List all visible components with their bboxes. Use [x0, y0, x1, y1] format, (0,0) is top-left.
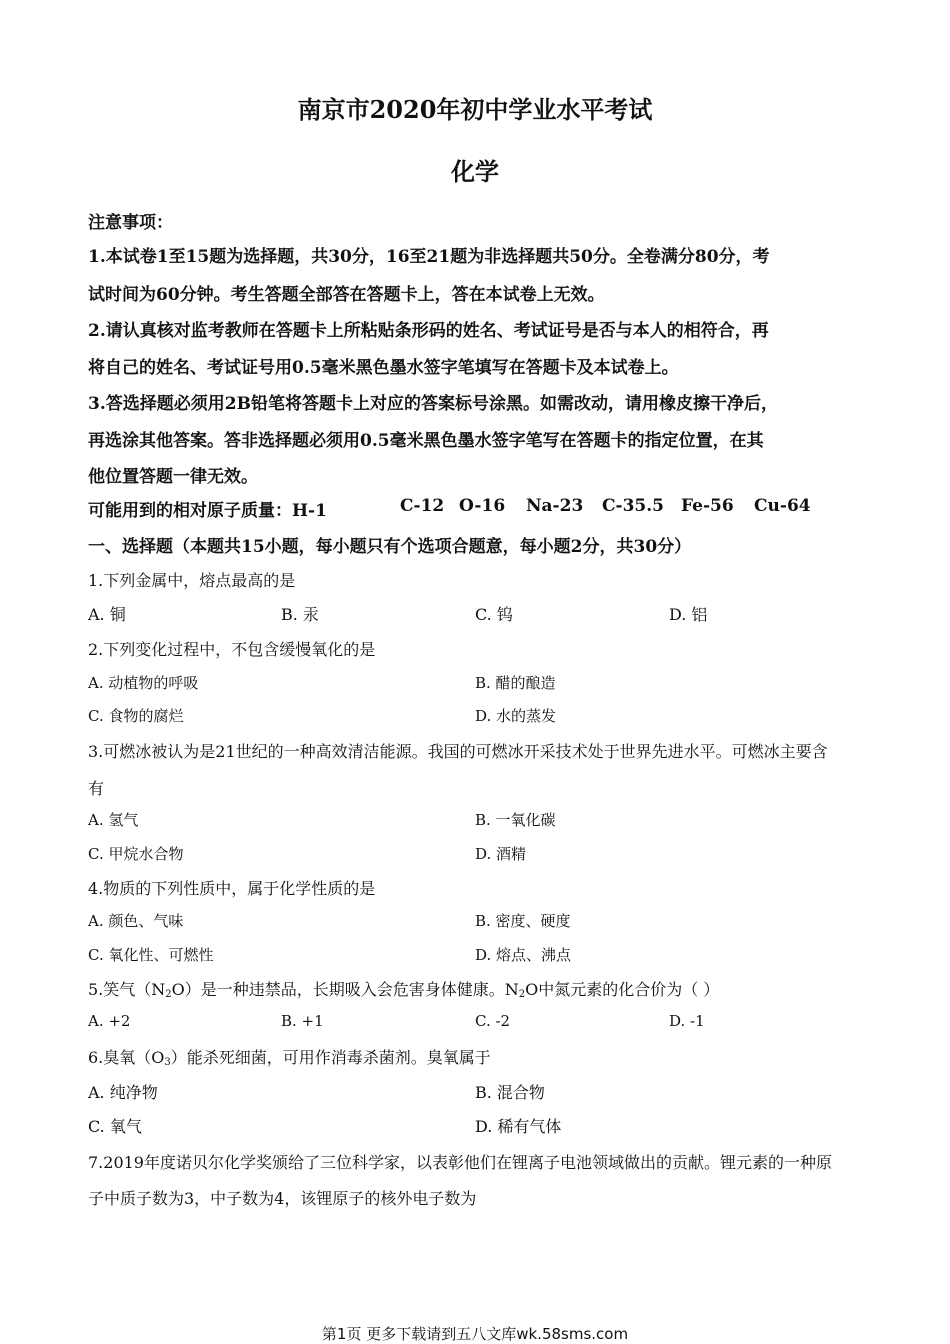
subscript: 2 [165, 989, 172, 1000]
stem-text: ）能杀死细菌，可用作消毒杀菌剂。臭氧属于 [170, 1048, 491, 1067]
stem-text: O）是一种违禁品，长期吸入会危害身体健康。N [171, 980, 519, 999]
question-5-option-a: A. +2 [88, 1012, 131, 1030]
atomic-mass-label: 可能用到的相对原子质量：H-1 [88, 501, 327, 521]
atomic-mass-item: C-35.5 [602, 496, 664, 516]
notice-line: 他位置答题一律无效。 [88, 467, 258, 487]
question-5-option-c: C. -2 [475, 1012, 511, 1030]
question-4-option-b: B. 密度、硬度 [475, 912, 571, 930]
subscript: 3 [164, 1057, 171, 1068]
exam-title: 南京市2020年初中学业水平考试 [297, 95, 653, 124]
atomic-mass-item: Na-23 [526, 496, 584, 516]
question-4-option-a: A. 颜色、气味 [88, 912, 184, 930]
question-2-option-a: A. 动植物的呼吸 [88, 674, 199, 692]
question-2-option-c: C. 食物的腐烂 [88, 707, 184, 725]
atomic-mass-item: Fe-56 [681, 496, 734, 516]
atomic-mass-item: O-16 [459, 496, 506, 516]
section-heading: 一、选择题（本题共15小题，每小题只有个选项合题意，每小题2分，共30分） [88, 537, 692, 557]
question-4-stem: 4.物质的下列性质中，属于化学性质的是 [88, 879, 376, 898]
question-2-stem: 2.下列变化过程中，不包含缓慢氧化的是 [88, 640, 376, 659]
stem-text: 6.臭氧（O [88, 1048, 165, 1067]
stem-text: 5.笑气（N [88, 980, 166, 999]
question-4-option-c: C. 氧化性、可燃性 [88, 946, 214, 964]
question-5-option-d: D. -1 [669, 1012, 705, 1030]
question-3-option-d: D. 酒精 [475, 845, 527, 863]
notice-line: 试时间为60分钟。考生答题全部答在答题卡上，答在本试卷上无效。 [88, 285, 605, 305]
notice-line: 再选涂其他答案。答非选择题必须用0.5毫米黑色墨水签字笔写在答题卡的指定位置，在其 [88, 431, 764, 451]
notice-line: 将自己的姓名、考试证号用0.5毫米黑色墨水签字笔填写在答题卡及本试卷上。 [88, 358, 679, 378]
stem-text: O中氮元素的化合价为（ ） [525, 980, 720, 999]
question-1-option-d: D. 铝 [669, 605, 708, 624]
question-5-stem [88, 977, 719, 1000]
notice-heading: 注意事项： [88, 213, 173, 233]
question-3-option-c: C. 甲烷水合物 [88, 845, 184, 863]
question-2-option-b: B. 醋的酿造 [475, 674, 556, 692]
atomic-mass-item: C-12 [400, 496, 445, 516]
notice-line: 3.答选择题必须用2B铅笔将答题卡上对应的答案标号涂黑。如需改动，请用橡皮擦干净后， [88, 394, 778, 414]
question-1-option-b: B. 汞 [281, 605, 319, 624]
subject-title: 化学 [451, 157, 499, 186]
question-6-stem [88, 1045, 491, 1068]
question-3-stem: 3.可燃冰被认为是21世纪的一种高效清洁能源。我国的可燃冰开采技术处于世界先进水平。可燃冰主要含 [88, 742, 828, 761]
question-6-option-b: B. 混合物 [475, 1083, 545, 1102]
question-2-option-d: D. 水的蒸发 [475, 707, 557, 725]
question-4-option-d: D. 熔点、沸点 [475, 946, 572, 964]
question-7-stem: 7.2019年度诺贝尔化学奖颁给了三位科学家，以表彰他们在锂离子电池领域做出的贡献。锂元素的一种原 [88, 1153, 832, 1172]
question-3-stem-cont: 有 [88, 779, 105, 798]
question-1-stem: 1.下列金属中，熔点最高的是 [88, 571, 296, 590]
question-5-option-b: B. +1 [281, 1012, 324, 1030]
page-footer: 第1页 更多下载请到五八文库wk.58sms.com [321, 1325, 629, 1343]
question-6-option-d: D. 稀有气体 [475, 1117, 562, 1136]
question-6-option-a: A. 纯净物 [88, 1083, 158, 1102]
question-3-option-a: A. 氢气 [88, 811, 139, 829]
question-7-stem-cont: 子中质子数为3，中子数为4，该锂原子的核外电子数为 [88, 1189, 477, 1208]
subscript: 2 [518, 989, 526, 1000]
question-3-option-b: B. 一氧化碳 [475, 811, 556, 829]
question-6-option-c: C. 氧气 [88, 1117, 142, 1136]
atomic-mass-item: Cu-64 [754, 496, 811, 516]
notice-line: 1.本试卷1至15题为选择题，共30分，16至21题为非选择题共50分。全卷满分80分，考 [88, 247, 770, 267]
notice-line: 2.请认真核对监考教师在答题卡上所粘贴条形码的姓名、考试证号是否与本人的相符合，再 [88, 321, 769, 341]
question-1-option-c: C. 钨 [475, 605, 513, 624]
question-1-option-a: A. 铜 [88, 605, 126, 624]
